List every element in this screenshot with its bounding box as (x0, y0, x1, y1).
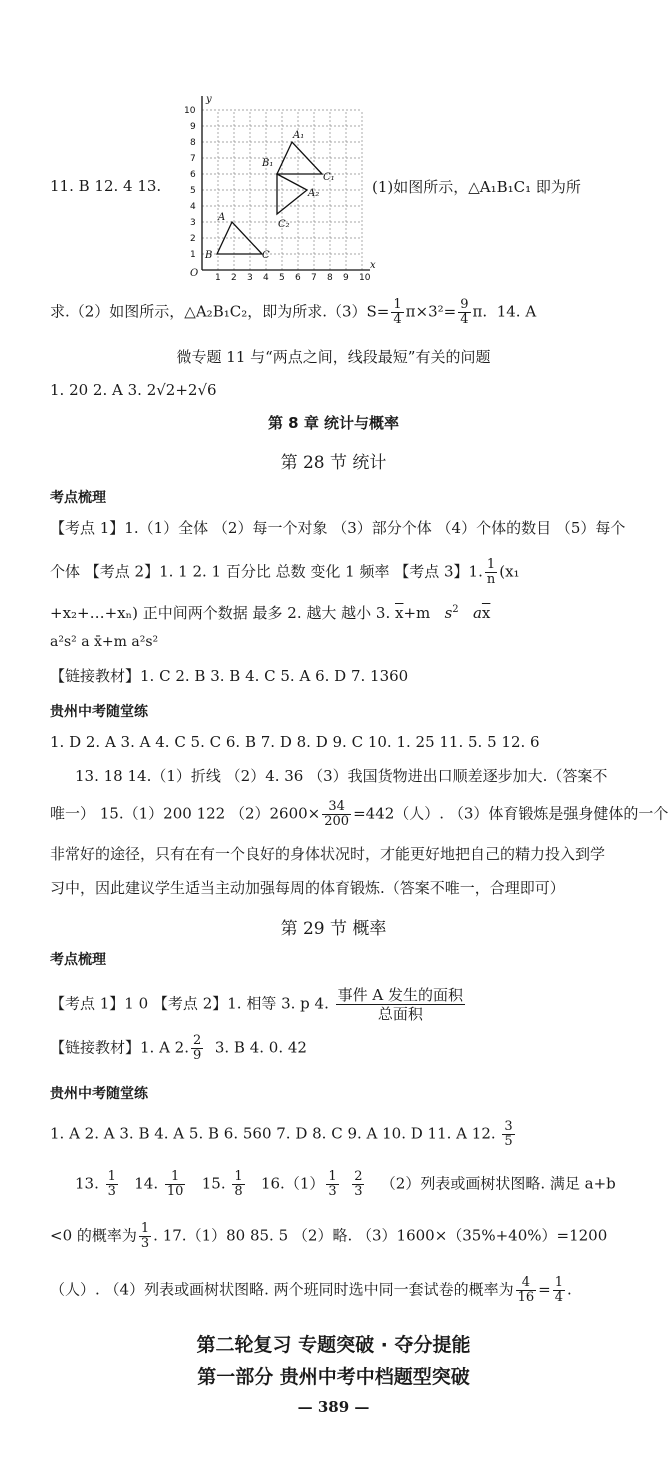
x-tick-label: 5 (279, 273, 285, 283)
svg-text:C: C (262, 250, 270, 261)
s28-practice-5: 习中，因此建议学生适当主动加强每周的体育锻炼.（答案不唯一，合理即可） (50, 879, 565, 897)
s28-practice-1: 1. D 2. A 3. A 4. C 5. C 6. B 7. D 8. D 9. C 10. 1. 25 11. 5. 5 12. 6 (50, 733, 540, 751)
y-tick-label: 5 (190, 186, 196, 196)
x-tick-label: 3 (247, 273, 253, 283)
y-tick-label: 8 (190, 138, 196, 148)
fraction-1-4: $\frac{1}{4}$ (393, 297, 402, 327)
page-number: — 389 — (297, 1398, 370, 1416)
s28-link: 【链接教材】1. C 2. B 3. B 4. C 5. A 6. D 7. 1360 (50, 667, 409, 685)
s29-practice-2: 13. $\frac{1}{3}$ 14. $\frac{1}{10}$ 15. $\frac{1}{8}$ 16.（1） $\frac{1}{3}$ $\frac{2}{3}$ （2）列表或画树状图略. 满足 a+b (75, 1169, 616, 1199)
answer-13-cont: 求.（2）如图所示，△A₂B₁C₂，即为所求.（3）S= $\frac{1}{4}$ π×3²= $\frac{9}{4}$ π. 14. A (50, 297, 537, 327)
svg-text:A: A (218, 212, 226, 223)
kaodian-heading: 考点梳理 (50, 490, 106, 506)
s28-line2: 个体 【考点 2】1. 1 2. 1 百分比 总数 变化 1 频率 【考点 3】1. $\frac{1}{n}$ (x₁ (50, 557, 520, 587)
y-axis-label: y (206, 94, 212, 105)
svg-text:A₁: A₁ (293, 130, 305, 141)
s28-line1: 【考点 1】1.（1）全体 （2）每一个对象 （3）部分个体 （4）个体的数目 （5）每个 (50, 519, 626, 537)
s29-practice-3: <0 的概率为 $\frac{1}{3}$ . 17.（1）80 85. 5 （2）略. （3）1600×（35%+40%）=1200 (50, 1221, 608, 1251)
topic11-answers: 1. 20 2. A 3. 2√2+2√6 (50, 381, 217, 399)
x-tick-label: 4 (263, 273, 269, 283)
topic11-title: 微专题 11 与“两点之间，线段最短”有关的问题 (176, 348, 491, 366)
y-tick-label: 2 (190, 234, 196, 244)
x-tick-label: 1 (215, 273, 221, 283)
s28-line3: +x₂+…+xₙ) 正中间两个数据 最多 2. 越大 越小 3. $\overline{x}+m$ $s^2$ $a\overline{x}$ (50, 604, 491, 622)
guizhou-practice-28: 贵州中考随堂练 (50, 704, 148, 720)
y-tick-label: 6 (190, 170, 196, 180)
part2-title: 第二轮复习 专题突破 · 夺分提能 (196, 1334, 471, 1356)
y-tick-label: 9 (190, 122, 196, 132)
s28-practice-2: 13. 18 14.（1）折线 （2）4. 36 （3）我国货物进出口顺差逐步加大.（答案不 (75, 767, 608, 785)
triangle-a2b1c2 (277, 174, 307, 214)
section29-title: 第 29 节 概率 (280, 919, 387, 939)
kaodian-heading-29: 考点梳理 (50, 952, 106, 968)
svg-text:B₁: B₁ (262, 158, 274, 169)
origin-label: O (190, 268, 199, 279)
s29-practice-1: 1. A 2. A 3. B 4. A 5. B 6. 560 7. D 8. C 9. A 10. D 11. A 12. $\frac{3}{5}$ (50, 1119, 513, 1149)
part2-subtitle: 第一部分 贵州中考中档题型突破 (197, 1366, 470, 1388)
guizhou-practice-29: 贵州中考随堂练 (50, 1086, 148, 1102)
section28-title: 第 28 节 统计 (280, 453, 387, 473)
chapter-title: 第 8 章 统计与概率 (267, 414, 400, 432)
x-tick-label: 10 (359, 273, 371, 283)
s28-line4: a²s² a x̄+m a²s² (50, 634, 159, 650)
svg-text:A₂: A₂ (308, 188, 320, 199)
x-tick-label: 9 (343, 273, 349, 283)
coordinate-grid-figure (180, 92, 380, 283)
s29-kaodian: 【考点 1】1 0 【考点 2】1. 相等 3. p 4. $\frac{\text{事件 A 发生的面积}}{\text{总面积}}$ (50, 986, 464, 1023)
svg-text:C₂: C₂ (278, 219, 290, 230)
s28-practice-4: 非常好的途径，只有在有一个良好的身体状况时，才能更好地把自己的精力投入到学 (50, 845, 606, 863)
y-tick-label: 4 (190, 202, 196, 212)
svg-text:C₁: C₁ (323, 172, 335, 183)
s29-practice-4: （人）. （4）列表或画树状图略. 两个班同时选中同一套试卷的概率为 $\frac{4}{16}$ = $\frac{1}{4}$ . (50, 1275, 572, 1305)
y-tick-label: 7 (190, 154, 196, 164)
s28-practice-3: 唯一） 15.（1）200 122 （2）2600× $\frac{34}{200}$ =442（人）. （3）体育锻炼是强身健体的一个 (50, 799, 668, 829)
x-tick-label: 2 (231, 273, 237, 283)
x-tick-label: 8 (327, 273, 333, 283)
svg-text:B: B (205, 250, 213, 261)
y-tick-label: 10 (184, 106, 196, 116)
fraction-9-4: $\frac{9}{4}$ (460, 297, 469, 327)
y-tick-label: 1 (190, 250, 196, 260)
answer-13-part1: (1)如图所示，△A₁B₁C₁ 即为所 (372, 178, 581, 196)
x-tick-label: 6 (295, 273, 301, 283)
y-tick-label: 3 (190, 218, 196, 228)
s29-link: 【链接教材】1. A 2. $\frac{2}{9}$ 3. B 4. 0. 42 (50, 1033, 307, 1063)
problem-11-13: 11. B 12. 4 13. (50, 177, 162, 195)
x-tick-label: 7 (311, 273, 317, 283)
x-axis-label: x (370, 260, 376, 271)
